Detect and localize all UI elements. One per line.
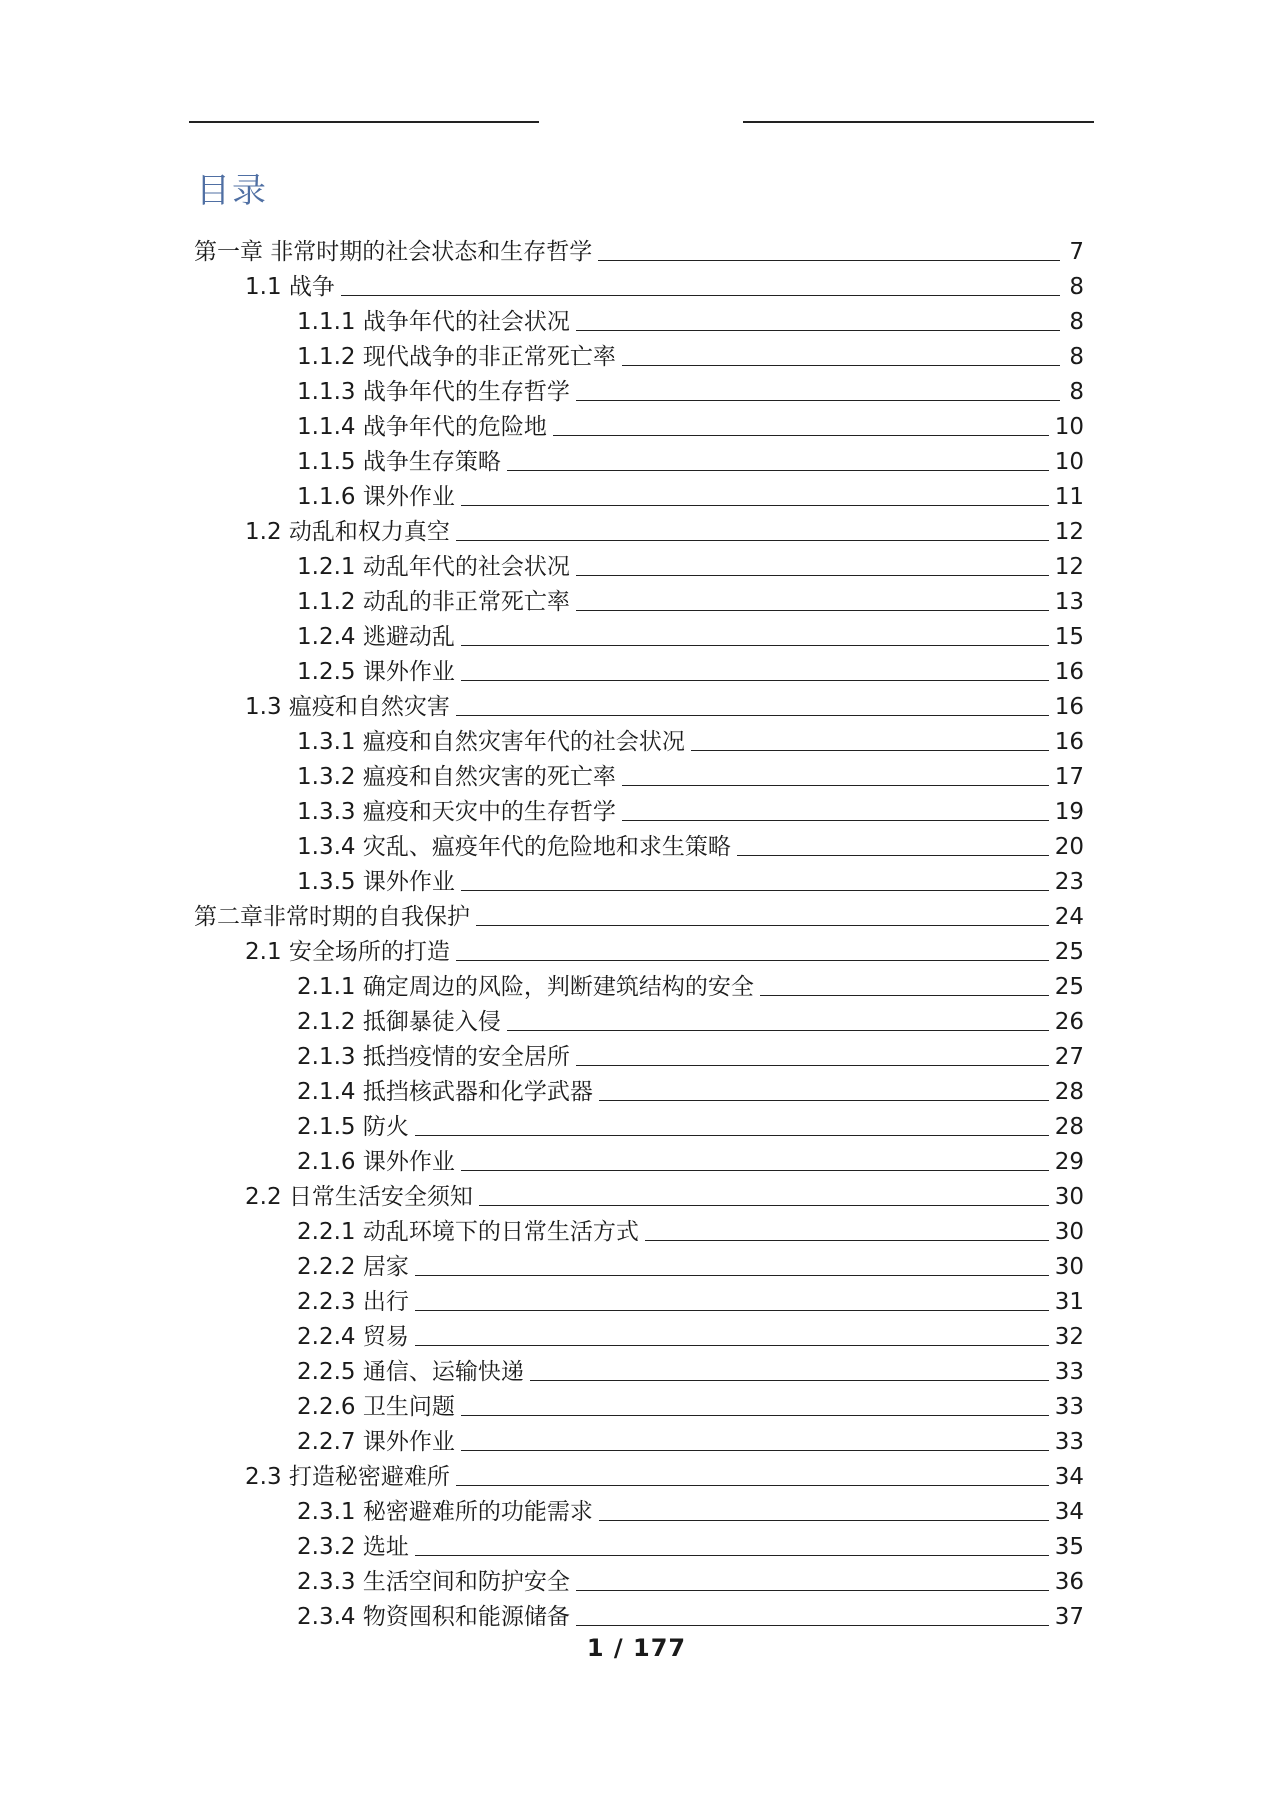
toc-entry-page-number: 34 [1054,1499,1084,1525]
toc-entry-page-number: 33 [1054,1394,1084,1420]
toc-entry-page-number: 8 [1069,274,1084,300]
toc-leader-line [691,750,1049,751]
toc-entry[interactable] [245,932,1084,967]
toc-entry-label: 2.2 日常生活安全须知 [245,1184,473,1210]
toc-entry[interactable] [297,617,1084,652]
toc-entry-label: 2.1.3 抵挡疫情的安全居所 [297,1044,570,1070]
toc-entry-label: 2.1.4 抵挡核武器和化学武器 [297,1079,593,1105]
toc-leader-line [576,1625,1049,1626]
toc-entry-page-number: 33 [1054,1359,1084,1385]
toc-leader-line [622,785,1049,786]
toc-leader-line [461,680,1049,681]
toc-entry-page-number: 28 [1054,1114,1084,1140]
toc-entry-label: 第一章 非常时期的社会状态和生存哲学 [194,239,593,265]
toc-entry[interactable] [297,582,1084,617]
toc-entry[interactable] [297,1562,1084,1597]
toc-entry-page-number: 30 [1054,1184,1084,1210]
toc-entry-page-number: 12 [1054,519,1084,545]
toc-entry[interactable] [297,862,1084,897]
toc-leader-line [576,1065,1049,1066]
toc-entry-label: 2.1.2 抵御暴徒入侵 [297,1009,501,1035]
toc-entry-label: 2.3.1 秘密避难所的功能需求 [297,1499,593,1525]
toc-entry-page-number: 30 [1054,1254,1084,1280]
toc-entry[interactable] [297,967,1084,1002]
toc-entry-page-number: 13 [1054,589,1084,615]
toc-entry-label: 1.3.1 瘟疫和自然灾害年代的社会状况 [297,729,685,755]
toc-entry[interactable] [297,1072,1084,1107]
toc-entry-label: 2.1.5 防火 [297,1114,409,1140]
toc-leader-line [341,295,1060,296]
toc-entry-label: 1.3.2 瘟疫和自然灾害的死亡率 [297,764,616,790]
toc-entry[interactable] [297,652,1084,687]
toc-entry[interactable] [297,302,1084,337]
toc-leader-line [479,1205,1049,1206]
toc-leader-line [530,1380,1049,1381]
toc-entry[interactable] [297,477,1084,512]
toc-entry[interactable] [297,1527,1084,1562]
toc-leader-line [415,1275,1049,1276]
page-indicator: 1 / 177 [586,1634,687,1662]
toc-entry-label: 1.1.4 战争年代的危险地 [297,414,547,440]
toc-entry[interactable] [297,547,1084,582]
toc-entry-label: 1.2.4 逃避动乱 [297,624,455,650]
toc-entry-page-number: 8 [1069,344,1084,370]
toc-leader-line [737,855,1049,856]
toc-entry-page-number: 28 [1054,1079,1084,1105]
toc-entry-page-number: 33 [1054,1429,1084,1455]
toc-entry-page-number: 27 [1054,1044,1084,1070]
toc-entry-label: 1.1.3 战争年代的生存哲学 [297,379,570,405]
toc-leader-line [456,960,1049,961]
toc-entry[interactable] [194,232,1084,267]
toc-entry[interactable] [297,722,1084,757]
toc-entry-label: 1.1.6 课外作业 [297,484,455,510]
toc-entry-page-number: 10 [1054,414,1084,440]
toc-entry[interactable] [297,1492,1084,1527]
toc-entry-page-number: 20 [1054,834,1084,860]
toc-leader-line [622,820,1049,821]
toc-entry-label: 2.3.2 选址 [297,1534,409,1560]
toc-leader-line [576,330,1060,331]
toc-entry-label: 2.1.1 确定周边的风险，判断建筑结构的安全 [297,974,754,1000]
toc-leader-line [415,1135,1049,1136]
toc-entry-page-number: 36 [1054,1569,1084,1595]
toc-leader-line [461,1170,1049,1171]
toc-entry[interactable] [297,1597,1084,1632]
toc-entry-page-number: 10 [1054,449,1084,475]
toc-entry-page-number: 32 [1054,1324,1084,1350]
toc-entry[interactable] [297,1212,1084,1247]
toc-entry-label: 第二章非常时期的自我保护 [194,904,470,930]
toc-entry[interactable] [297,442,1084,477]
toc-entry-label: 2.2.7 课外作业 [297,1429,455,1455]
toc-leader-line [461,505,1049,506]
toc-leader-line [645,1240,1049,1241]
toc-entry[interactable] [194,897,1084,932]
toc-entry-page-number: 19 [1054,799,1084,825]
toc-entry-label: 2.1 安全场所的打造 [245,939,450,965]
toc-entry-page-number: 16 [1054,659,1084,685]
toc-leader-line [461,890,1049,891]
toc-entry-label: 1.2.5 课外作业 [297,659,455,685]
toc-entry[interactable] [297,1352,1084,1387]
toc-entry[interactable] [245,512,1084,547]
toc-entry[interactable] [245,1457,1084,1492]
header-rule-left [189,121,539,123]
toc-entry-page-number: 37 [1054,1604,1084,1630]
header-rule-right [743,121,1094,123]
toc-leader-line [461,1415,1049,1416]
toc-entry[interactable] [245,267,1084,302]
toc-entry-label: 1.1.5 战争生存策略 [297,449,501,475]
toc-entry[interactable] [297,372,1084,407]
toc-entry-page-number: 30 [1054,1219,1084,1245]
toc-entry-page-number: 8 [1069,309,1084,335]
toc-entry-page-number: 35 [1054,1534,1084,1560]
toc-leader-line [415,1345,1049,1346]
toc-title: 目录 [196,171,268,211]
toc-leader-line [415,1555,1049,1556]
toc-leader-line [507,1030,1049,1031]
toc-leader-line [760,995,1049,996]
toc-entry-label: 1.3.4 灾乱、瘟疫年代的危险地和求生策略 [297,834,731,860]
toc-entry[interactable] [297,1282,1084,1317]
toc-leader-line [507,470,1049,471]
toc-entry-label: 2.1.6 课外作业 [297,1149,455,1175]
toc-entry[interactable] [297,757,1084,792]
toc-leader-line [622,365,1060,366]
toc-entry-page-number: 25 [1054,974,1084,1000]
toc-entry-label: 2.2.1 动乱环境下的日常生活方式 [297,1219,639,1245]
toc-leader-line [456,1485,1049,1486]
toc-entry-label: 2.2.2 居家 [297,1254,409,1280]
toc-entry-label: 2.2.3 出行 [297,1289,409,1315]
toc-entry-label: 1.3.3 瘟疫和天灾中的生存哲学 [297,799,616,825]
toc-entry-label: 2.3.4 物资囤积和能源储备 [297,1604,570,1630]
toc-entry[interactable] [297,1317,1084,1352]
toc-entry-label: 1.3.5 课外作业 [297,869,455,895]
toc-leader-line [461,645,1049,646]
toc-entry[interactable] [297,337,1084,372]
toc-leader-line [415,1310,1049,1311]
toc-entry[interactable] [297,1107,1084,1142]
toc-entry-label: 1.1 战争 [245,274,335,300]
toc-entry-page-number: 26 [1054,1009,1084,1035]
toc-leader-line [599,1100,1049,1101]
toc-entry-page-number: 15 [1054,624,1084,650]
toc-entry-label: 2.2.6 卫生问题 [297,1394,455,1420]
toc-entry[interactable] [297,1387,1084,1422]
toc-entry-label: 1.1.2 动乱的非正常死亡率 [297,589,570,615]
toc-entry-page-number: 16 [1054,694,1084,720]
toc-entry-page-number: 29 [1054,1149,1084,1175]
toc-entry-page-number: 34 [1054,1464,1084,1490]
toc-leader-line [576,1590,1049,1591]
toc-entry-page-number: 8 [1069,379,1084,405]
toc-entry-page-number: 23 [1054,869,1084,895]
toc-leader-line [576,610,1049,611]
toc-leader-line [553,435,1049,436]
toc-entry-label: 1.3 瘟疫和自然灾害 [245,694,450,720]
toc-entry-page-number: 25 [1054,939,1084,965]
toc-entry-page-number: 16 [1054,729,1084,755]
toc-entry-label: 2.2.5 通信、运输快递 [297,1359,524,1385]
toc-entry-label: 1.1.2 现代战争的非正常死亡率 [297,344,616,370]
toc-leader-line [599,1520,1049,1521]
toc-entry-label: 1.2.1 动乱年代的社会状况 [297,554,570,580]
toc-leader-line [576,575,1049,576]
toc-leader-line [461,1450,1049,1451]
toc-entry[interactable] [297,1037,1084,1072]
toc-entry-label: 2.2.4 贸易 [297,1324,409,1350]
toc-entry[interactable] [245,687,1084,722]
toc-leader-line [456,540,1049,541]
toc-entry-page-number: 24 [1054,904,1084,930]
toc-entry-page-number: 31 [1054,1289,1084,1315]
toc-entry[interactable] [297,1142,1084,1177]
toc-entry-page-number: 17 [1054,764,1084,790]
toc-entry[interactable] [297,827,1084,862]
toc-leader-line [456,715,1049,716]
toc-entry-label: 1.2 动乱和权力真空 [245,519,450,545]
toc-entry[interactable] [297,1002,1084,1037]
toc-entry[interactable] [297,1247,1084,1282]
toc-entry-label: 2.3 打造秘密避难所 [245,1464,450,1490]
toc-leader-line [598,260,1060,261]
toc-entry-page-number: 11 [1054,484,1084,510]
toc-entry-label: 2.3.3 生活空间和防护安全 [297,1569,570,1595]
toc-entry-page-number: 7 [1069,239,1084,265]
toc-entry-page-number: 12 [1054,554,1084,580]
toc-entry[interactable] [297,792,1084,827]
toc-leader-line [576,400,1060,401]
toc-entry[interactable] [297,407,1084,442]
toc-entry-label: 1.1.1 战争年代的社会状况 [297,309,570,335]
toc-entry[interactable] [297,1422,1084,1457]
toc-entry[interactable] [245,1177,1084,1212]
toc-leader-line [476,925,1049,926]
